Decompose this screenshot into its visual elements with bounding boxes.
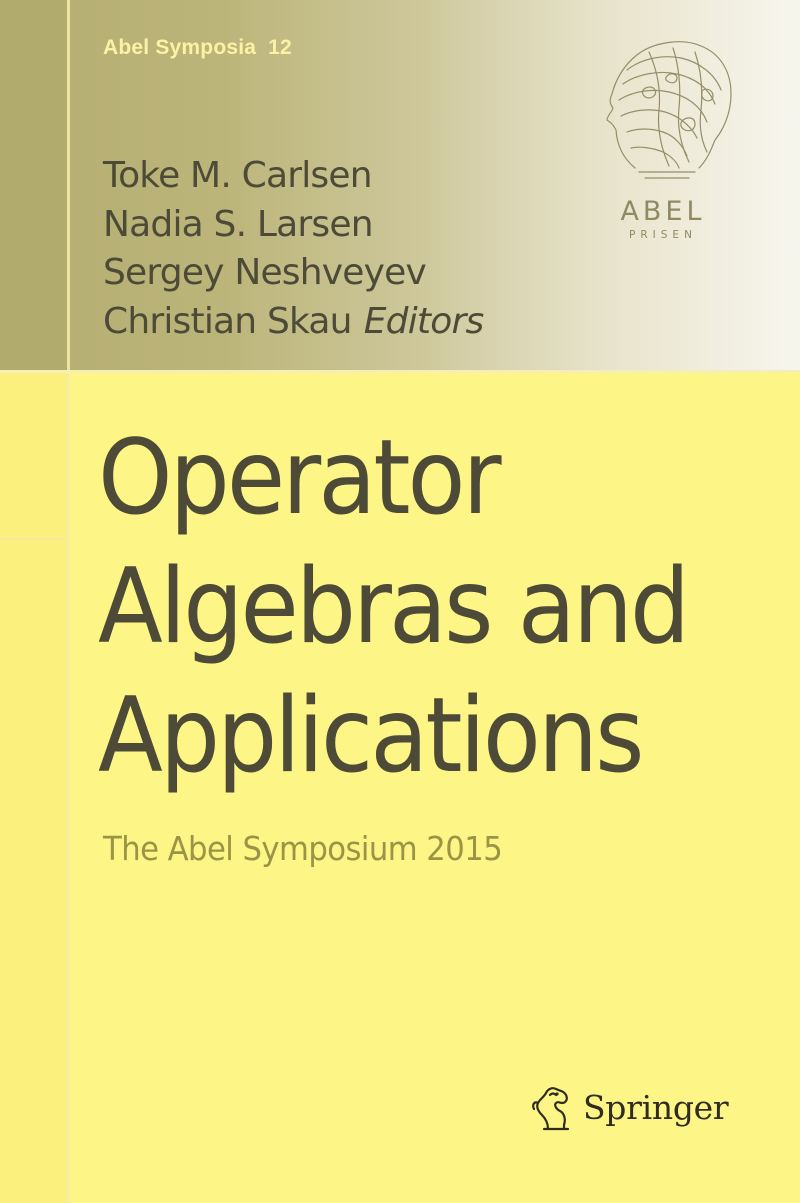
- abel-wordmark: ABEL: [620, 196, 706, 227]
- editors-role: Editors: [363, 300, 484, 342]
- publisher-name: Springer: [583, 1088, 729, 1127]
- abel-subtitle: PRISEN: [629, 229, 697, 241]
- strip-divider: [67, 0, 70, 1203]
- editor-name: Nadia S. Larsen: [103, 203, 373, 245]
- title-line: Algebras and: [98, 547, 688, 667]
- series-number: 12: [268, 36, 292, 59]
- series-name: Abel Symposia: [103, 36, 257, 59]
- left-strip-top: [0, 0, 67, 372]
- springer-horse-icon: [530, 1085, 576, 1135]
- book-title: [98, 414, 687, 801]
- editor-name: Toke M. Carlsen: [103, 155, 372, 196]
- title-line: Operator: [98, 418, 499, 538]
- book-subtitle: The Abel Symposium 2015: [103, 829, 503, 868]
- series-label: [103, 36, 292, 60]
- left-strip-bottom: [0, 372, 67, 1203]
- editor-name: Sergey Neshveyev: [103, 252, 426, 293]
- editor-name: Christian Skau: [103, 300, 352, 342]
- strip-mark: [0, 538, 67, 540]
- header-divider: [0, 370, 800, 373]
- title-line: Applications: [98, 676, 642, 796]
- editors-block: [103, 152, 483, 346]
